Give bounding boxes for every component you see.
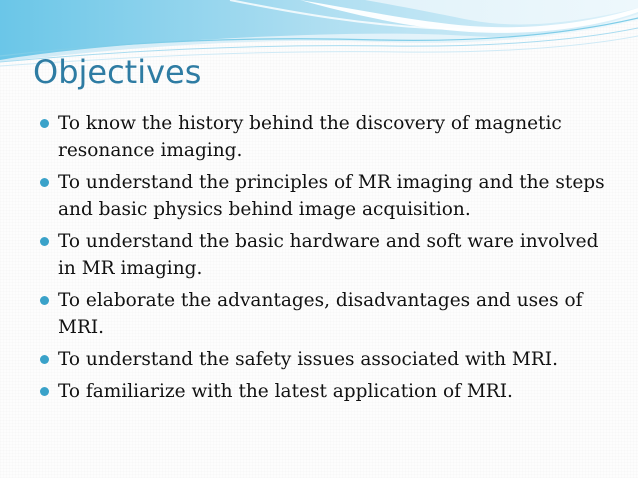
list-item-text: To understand the basic hardware and soft ware involved in MR imaging.: [58, 231, 599, 279]
list-item-text: To familiarize with the latest application of MRI.: [58, 381, 513, 402]
list-item-text: To elaborate the advantages, disadvantages and uses of MRI.: [58, 290, 583, 338]
list-item: [40, 169, 612, 223]
bullet-dot-icon: [40, 296, 49, 305]
list-item-text: To understand the principles of MR imaging and the steps and basic physics behind image acquisition.: [58, 172, 605, 220]
bullet-dot-icon: [40, 387, 49, 396]
list-item: [40, 378, 612, 405]
list-item: [40, 228, 612, 282]
bullet-dot-icon: [40, 178, 49, 187]
objectives-list: [40, 110, 612, 410]
list-item-text: To know the history behind the discovery of magnetic resonance imaging.: [58, 113, 562, 161]
list-item: [40, 346, 612, 373]
list-item: [40, 287, 612, 341]
list-item-text: To understand the safety issues associated with MRI.: [58, 349, 558, 370]
bullet-dot-icon: [40, 355, 49, 364]
slide-title: Objectives: [33, 53, 202, 91]
list-item: [40, 110, 612, 164]
bullet-dot-icon: [40, 119, 49, 128]
bullet-dot-icon: [40, 237, 49, 246]
